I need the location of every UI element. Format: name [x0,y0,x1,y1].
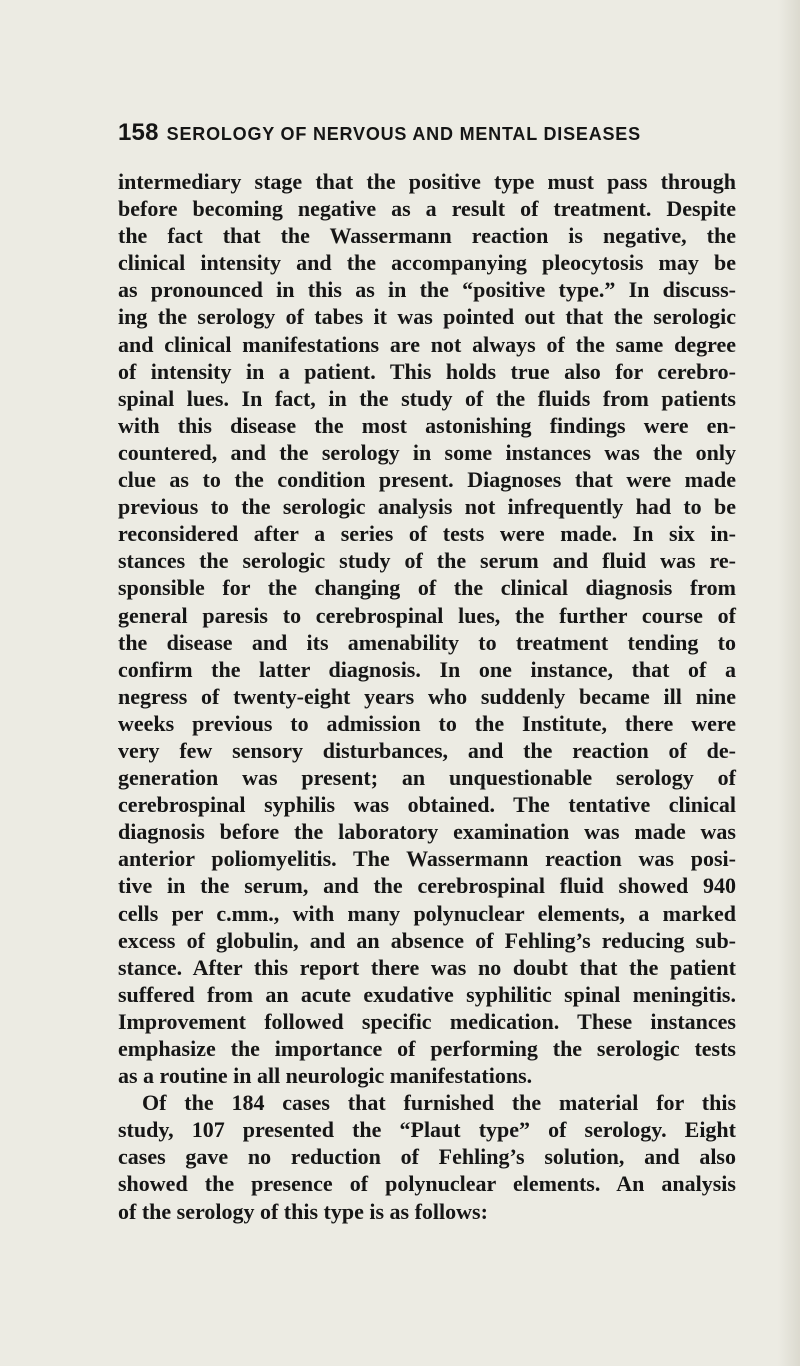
text-line: excess of globulin, and an absence of Fehling’s reducing sub- [118,927,736,953]
running-head [118,119,738,147]
body-text [118,168,736,1225]
text-line: stance. After this report there was no doubt that the patient [118,954,736,980]
text-line: spinal lues. In fact, in the study of the fluids from patients [118,385,736,411]
text-line: of the serology of this type is as follows: [118,1198,488,1224]
text-line: clue as to the condition present. Diagnoses that were made [118,467,736,493]
text-line: diagnosis before the laboratory examination was made was [118,819,736,845]
text-line: general paresis to cerebrospinal lues, the further course of [118,602,736,628]
text-line: the fact that the Wassermann reaction is negative, the [118,223,736,249]
text-line: the disease and its amenability to treatment tending to [118,629,736,655]
text-line: anterior poliomyelitis. The Wassermann reaction was posi- [118,846,736,872]
text-line: tive in the serum, and the cerebrospinal fluid showed 940 [118,873,736,899]
page-number: 158 [118,119,159,146]
text-line: weeks previous to admission to the Institute, there were [118,710,736,736]
text-line: generation was present; an unquestionable serology of [118,765,736,791]
text-line: cerebrospinal syphilis was obtained. The tentative clinical [118,792,736,818]
text-line: ing the serology of tabes it was pointed out that the serologic [118,304,736,330]
text-line: clinical intensity and the accompanying pleocytosis may be [118,250,736,276]
text-line: and clinical manifestations are not always of the same degree [118,331,736,357]
running-head-title: SEROLOGY OF NERVOUS AND MENTAL DISEASES [166,124,641,144]
text-line: as a routine in all neurologic manifestations. [118,1063,533,1089]
text-line: showed the presence of polynuclear elements. An analysis [118,1171,736,1197]
text-line: sponsible for the changing of the clinical diagnosis from [118,575,736,601]
text-line: very few sensory disturbances, and the reaction of de- [118,737,736,763]
text-line: intermediary stage that the positive type must pass through [118,169,736,194]
text-line: cases gave no reduction of Fehling’s solution, and also [118,1144,736,1170]
text-line: study, 107 presented the “Plaut type” of serology. Eight [118,1117,736,1143]
text-line: previous to the serologic analysis not infrequently had to be [118,494,736,520]
text-line: Improvement followed specific medication. These instances [118,1008,736,1034]
text-line: reconsidered after a series of tests were made. In six in- [118,521,736,547]
text-line: of intensity in a patient. This holds true also for cerebro- [118,358,736,384]
text-line: confirm the latter diagnosis. In one instance, that of a [118,656,736,682]
text-line: with this disease the most astonishing findings were en- [118,412,736,438]
text-line: countered, and the serology in some instances was the only [118,439,736,465]
text-line: cells per c.mm., with many polynuclear elements, a marked [118,900,736,926]
text-line: Of the 184 cases that furnished the material for this [142,1090,736,1116]
text-line: before becoming negative as a result of treatment. Despite [118,196,736,222]
text-line: negress of twenty-eight years who suddenly became ill nine [118,683,736,709]
text-line: stances the serologic study of the serum and fluid was re- [118,548,736,574]
text-line: emphasize the importance of performing the serologic tests [118,1036,736,1061]
text-line: suffered from an acute exudative syphilitic spinal meningitis. [118,981,736,1007]
page-edge-shadow [778,0,800,1366]
text-line: as pronounced in this as in the “positive type.” In discuss- [118,277,736,303]
